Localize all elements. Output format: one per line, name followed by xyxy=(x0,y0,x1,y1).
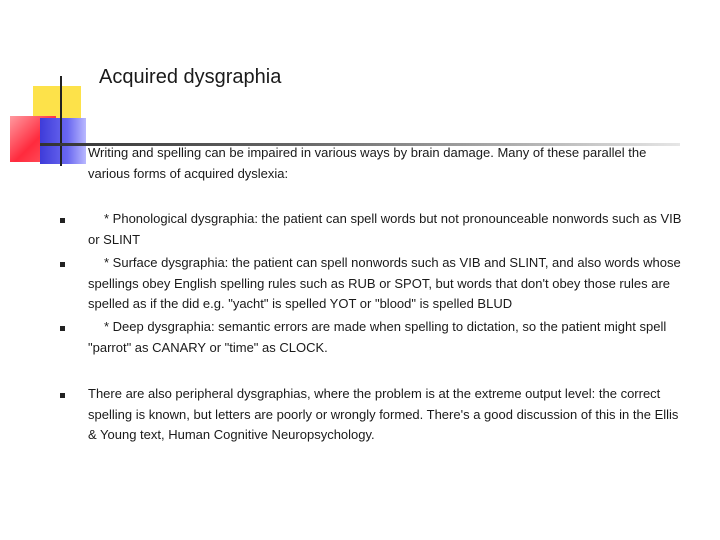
list-item-first-line: * Deep dysgraphia: semantic errors are made when spelling to dictation, so the patient might xyxy=(104,319,636,334)
decor-vertical-rule xyxy=(60,76,62,166)
list-item xyxy=(88,253,688,315)
list-item xyxy=(88,317,688,358)
intro-paragraph: Writing and spelling can be impaired in various ways by brain damage. Many of these parallel the various forms of acquired dyslexia: xyxy=(88,145,647,181)
list-item-rest: whose spellings obey English spelling rules such as RUB or SPOT, but words that don't obey those rules are spelled as if the did e.g. "yacht" is spelled YOT or "blood" is spelled BLUD xyxy=(88,255,681,311)
slide-title: Acquired dysgraphia xyxy=(99,66,282,88)
bullet-marker xyxy=(60,262,65,267)
list-item-first-line: * Phonological dysgraphia: the patient can spell words but not pronounceable nonwords such xyxy=(104,211,640,226)
list-item-text: There are also peripheral dysgraphias, where the problem is at the extreme output level: the correct spelling is known, but letters are poorly or wrongly formed. There's a good discussion of this in the Ellis & Young text, Human Cognitive Neuropsychology. xyxy=(88,386,679,442)
bullet-marker xyxy=(60,326,65,331)
bullet-marker xyxy=(60,393,65,398)
list-item-rest: as VIB or SLINT xyxy=(88,211,682,247)
list-item xyxy=(88,209,688,250)
bullet-marker xyxy=(60,218,65,223)
list-item xyxy=(88,384,688,446)
list-item-first-line: * Surface dysgraphia: the patient can spell nonwords such as VIB and SLINT, and also words xyxy=(104,255,640,270)
list-item-rest: spell "parrot" as CANARY or "time" as CLOCK. xyxy=(88,319,667,355)
decor-blue-square xyxy=(40,118,86,164)
